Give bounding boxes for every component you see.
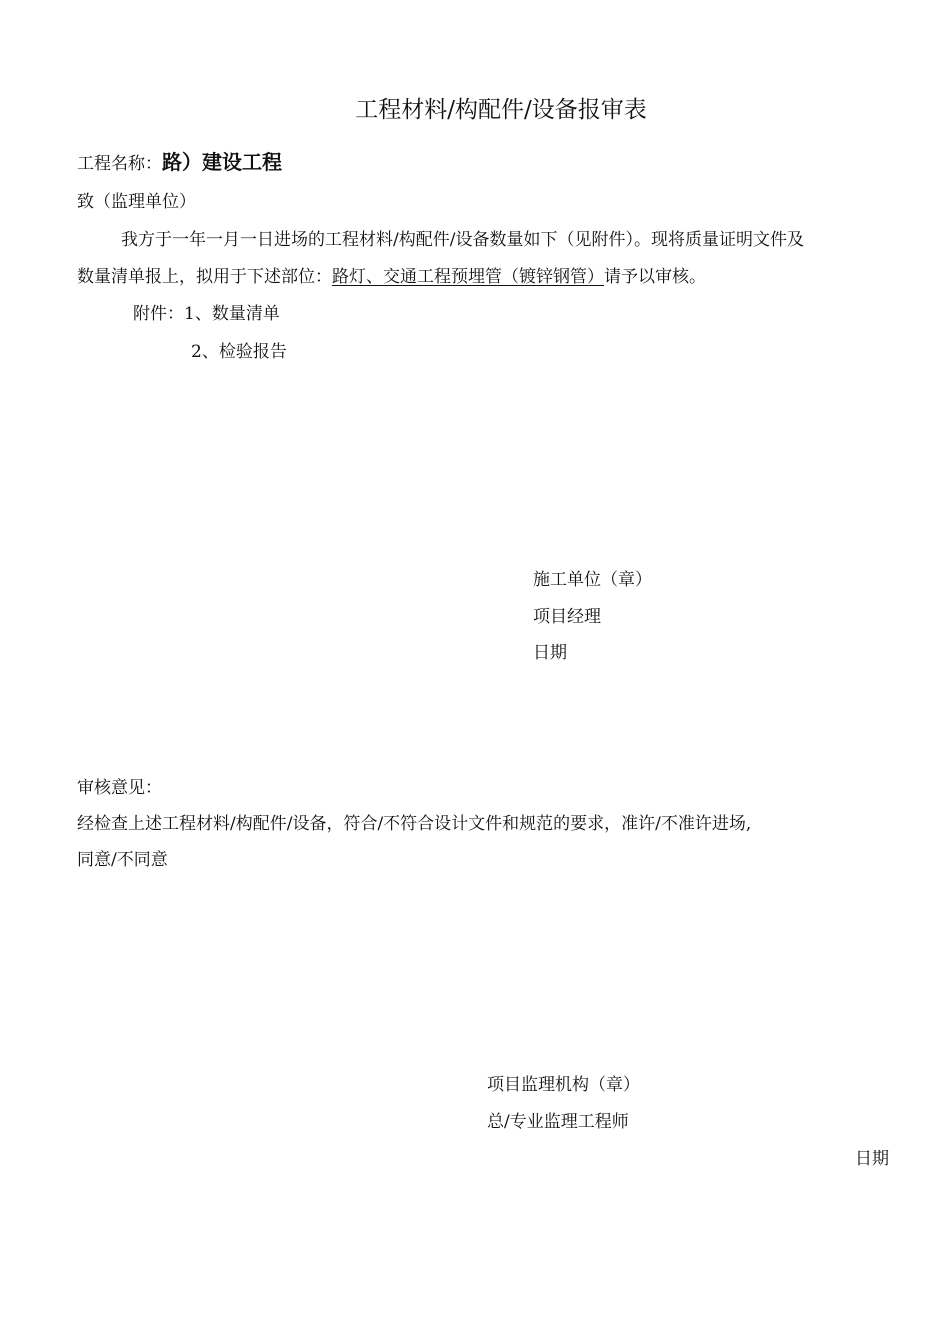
body-line-2-prefix: 数量清单报上，拟用于下述部位： (77, 267, 332, 287)
attachment-item-1: 1、数量清单 (184, 304, 280, 324)
body-line-2-suffix: 请予以审核。 (604, 267, 706, 287)
project-name-label: 工程名称： (77, 154, 162, 174)
page-title: 工程材料/构配件/设备报审表 (355, 97, 647, 123)
contractor-unit: 施工单位（章） (533, 570, 652, 590)
project-name-value: 路）建设工程 (162, 150, 282, 174)
review-line-1: 经检查上述工程材料/构配件/设备，符合/不符合设计文件和规范的要求，准许/不准许进场, (77, 814, 752, 834)
usage-location: 路灯、交通工程预埋管（镀锌钢管） (332, 267, 604, 287)
supervision-engineer: 总/专业监理工程师 (487, 1112, 629, 1132)
review-label: 审核意见： (77, 778, 162, 798)
supervision-date: 日期 (855, 1149, 889, 1169)
attachments-label: 附件： (133, 304, 184, 324)
project-name-row (77, 151, 282, 175)
contractor-date: 日期 (533, 643, 567, 663)
body-line-1: 我方于一年一月一日进场的工程材料/构配件/设备数量如下（见附件）。现将质量证明文件及 (121, 230, 804, 250)
review-line-2: 同意/不同意 (77, 850, 168, 870)
supervision-org: 项目监理机构（章） (487, 1075, 640, 1095)
addressee: 致（监理单位） (77, 192, 196, 212)
body-line-2 (77, 266, 706, 288)
attachment-item-2: 2、检验报告 (191, 342, 287, 362)
attachment-row-1 (133, 303, 280, 325)
project-manager: 项目经理 (533, 607, 601, 627)
